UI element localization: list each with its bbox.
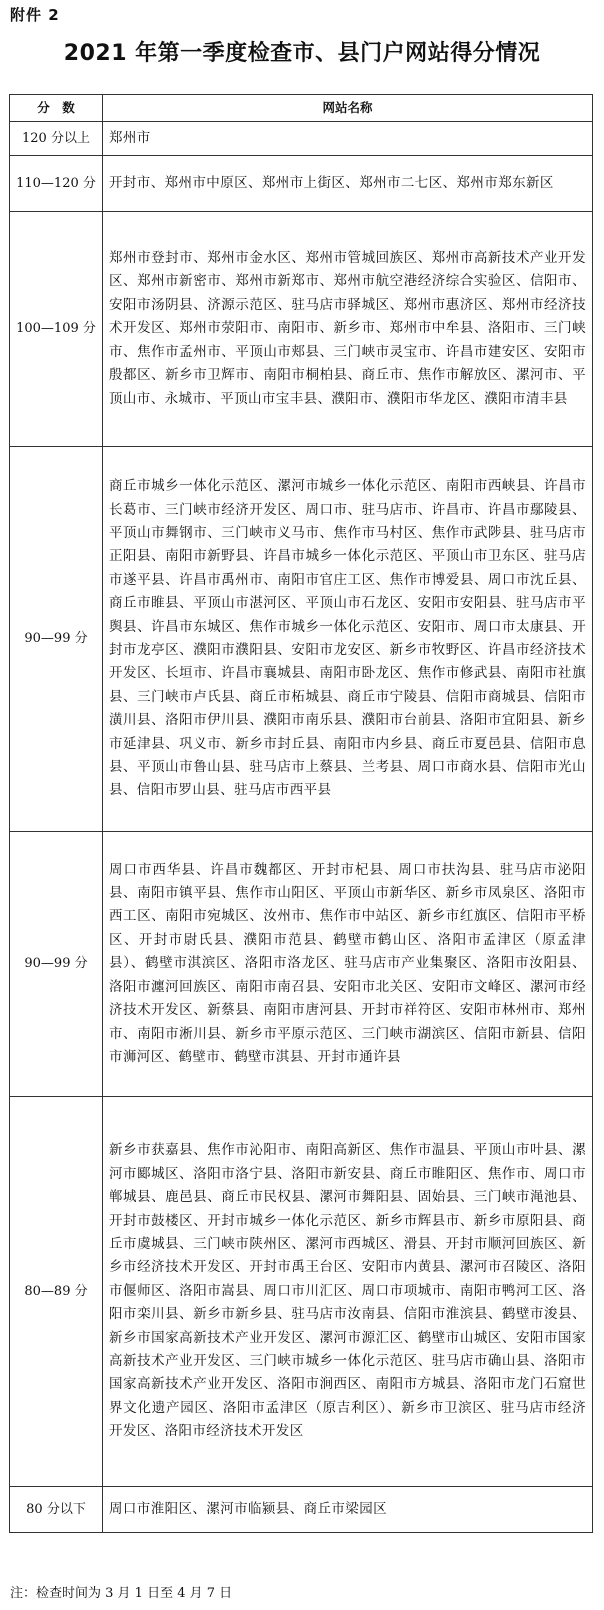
footnote: 注：检查时间为 3 月 1 日至 4 月 7 日: [10, 1586, 233, 1601]
table-row: [10, 122, 593, 156]
header-score: 分 数: [10, 95, 103, 122]
score-cell: 100—109 分: [10, 212, 103, 447]
sites-cell: 商丘市城乡一体化示范区、漯河市城乡一体化示范区、南阳市西峡县、许昌市长葛市、三门峡市经济开发区、周口市、驻马店市、许昌市、许昌市鄢陵县、平顶山市舞钢市、三门峡市义马市、焦作市马村区、焦作市武陟县、驻马店市正阳县、南阳市新野县、许昌市城乡一体化示范区、平顶山市卫东区、驻马店市遂平县、许昌市禹州市、南阳市官庄工区、焦作市博爱县、周口市沈丘县、商丘市睢县、平顶山市湛河区、平顶山市石龙区、安阳市安阳县、驻马店市平舆县、许昌市东城区、焦作市城乡一体化示范区、安阳市、周口市太康县、开封市龙亭区、濮阳市濮阳县、安阳市龙安区、新乡市牧野区、许昌市经济技术开发区、长垣市、许昌市襄城县、南阳市卧龙区、焦作市修武县、南阳市社旗县、三门峡市卢氏县、商丘市柘城县、商丘市宁陵县、信阳市商城县、信阳市潢川县、洛阳市伊川县、濮阳市南乐县、濮阳市台前县、洛阳市宜阳县、新乡市延津县、巩义市、新乡市封丘县、南阳市内乡县、商丘市夏邑县、信阳市息县、平顶山市鲁山县、驻马店市上蔡县、兰考县、周口市商水县、信阳市光山县、信阳市罗山县、驻马店市西平县: [103, 447, 593, 832]
table-header-row: [10, 95, 593, 122]
header-sites: 网站名称: [103, 95, 593, 122]
score-cell: 80—89 分: [10, 1097, 103, 1487]
table-row: [10, 1097, 593, 1487]
table-row: [10, 447, 593, 832]
sites-cell: 新乡市获嘉县、焦作市沁阳市、南阳高新区、焦作市温县、平顶山市叶县、漯河市郾城区、洛阳市洛宁县、洛阳市新安县、商丘市睢阳区、焦作市、周口市郸城县、鹿邑县、商丘市民权县、漯河市舞阳县、固始县、三门峡市渑池县、开封市鼓楼区、开封市城乡一体化示范区、新乡市辉县市、新乡市原阳县、商丘市虞城县、三门峡市陕州区、漯河市西城区、滑县、开封市顺河回族区、新乡市经济技术开发区、开封市禹王台区、安阳市内黄县、漯河市召陵区、洛阳市偃师区、洛阳市嵩县、周口市川汇区、周口市项城市、南阳市鸭河工区、洛阳市栾川县、新乡市新乡县、驻马店市汝南县、信阳市淮滨县、鹤壁市浚县、新乡市国家高新技术产业开发区、漯河市源汇区、鹤壁市山城区、安阳市国家高新技术产业开发区、三门峡市城乡一体化示范区、驻马店市确山县、洛阳市国家高新技术产业开发区、洛阳市涧西区、南阳市方城县、洛阳市龙门石窟世界文化遗产园区、洛阳市孟津区（原吉利区）、新乡市卫滨区、驻马店市经济开发区、洛阳市经济技术开发区: [103, 1097, 593, 1487]
score-cell: 120 分以上: [10, 122, 103, 156]
table-row: [10, 832, 593, 1097]
attachment-label: 附件 2: [10, 6, 60, 24]
score-cell: 80 分以下: [10, 1487, 103, 1533]
score-cell: 110—120 分: [10, 156, 103, 212]
sites-cell: 周口市淮阳区、漯河市临颍县、商丘市梁园区: [103, 1487, 593, 1533]
table-row: [10, 1487, 593, 1533]
score-cell: 90—99 分: [10, 832, 103, 1097]
score-table: [9, 94, 593, 1533]
table-row: [10, 156, 593, 212]
score-cell: 90—99 分: [10, 447, 103, 832]
table-row: [10, 212, 593, 447]
sites-cell: 周口市西华县、许昌市魏都区、开封市杞县、周口市扶沟县、驻马店市泌阳县、南阳市镇平县、焦作市山阳区、平顶山市新华区、新乡市凤泉区、洛阳市西工区、南阳市宛城区、汝州市、焦作市中站区、新乡市红旗区、信阳市平桥区、开封市尉氏县、濮阳市范县、鹤壁市鹤山区、洛阳市孟津区（原孟津县）、鹤壁市淇滨区、洛阳市洛龙区、驻马店市产业集聚区、洛阳市汝阳县、洛阳市瀍河回族区、南阳市南召县、安阳市北关区、安阳市文峰区、漯河市经济技术开发区、新蔡县、南阳市唐河县、开封市祥符区、安阳市林州市、郑州市、南阳市淅川县、新乡市平原示范区、三门峡市湖滨区、信阳市新县、信阳市浉河区、鹤壁市、鹤壁市淇县、开封市通许县: [103, 832, 593, 1097]
sites-cell: 郑州市: [103, 122, 593, 156]
sites-cell: 开封市、郑州市中原区、郑州市上街区、郑州市二七区、郑州市郑东新区: [103, 156, 593, 212]
page-title: 2021 年第一季度检查市、县门户网站得分情况: [63, 41, 541, 66]
sites-cell: 郑州市登封市、郑州市金水区、郑州市管城回族区、郑州市高新技术产业开发区、郑州市新密市、郑州市新郑市、郑州市航空港经济综合实验区、信阳市、安阳市汤阴县、济源示范区、驻马店市驿城区、郑州市惠济区、郑州市经济技术开发区、郑州市荥阳市、南阳市、新乡市、郑州市中牟县、洛阳市、三门峡市、焦作市孟州市、平顶山市郏县、三门峡市灵宝市、许昌市建安区、安阳市殷都区、新乡市卫辉市、南阳市桐柏县、商丘市、焦作市解放区、漯河市、平顶山市、永城市、平顶山市宝丰县、濮阳市、濮阳市华龙区、濮阳市清丰县: [103, 212, 593, 447]
